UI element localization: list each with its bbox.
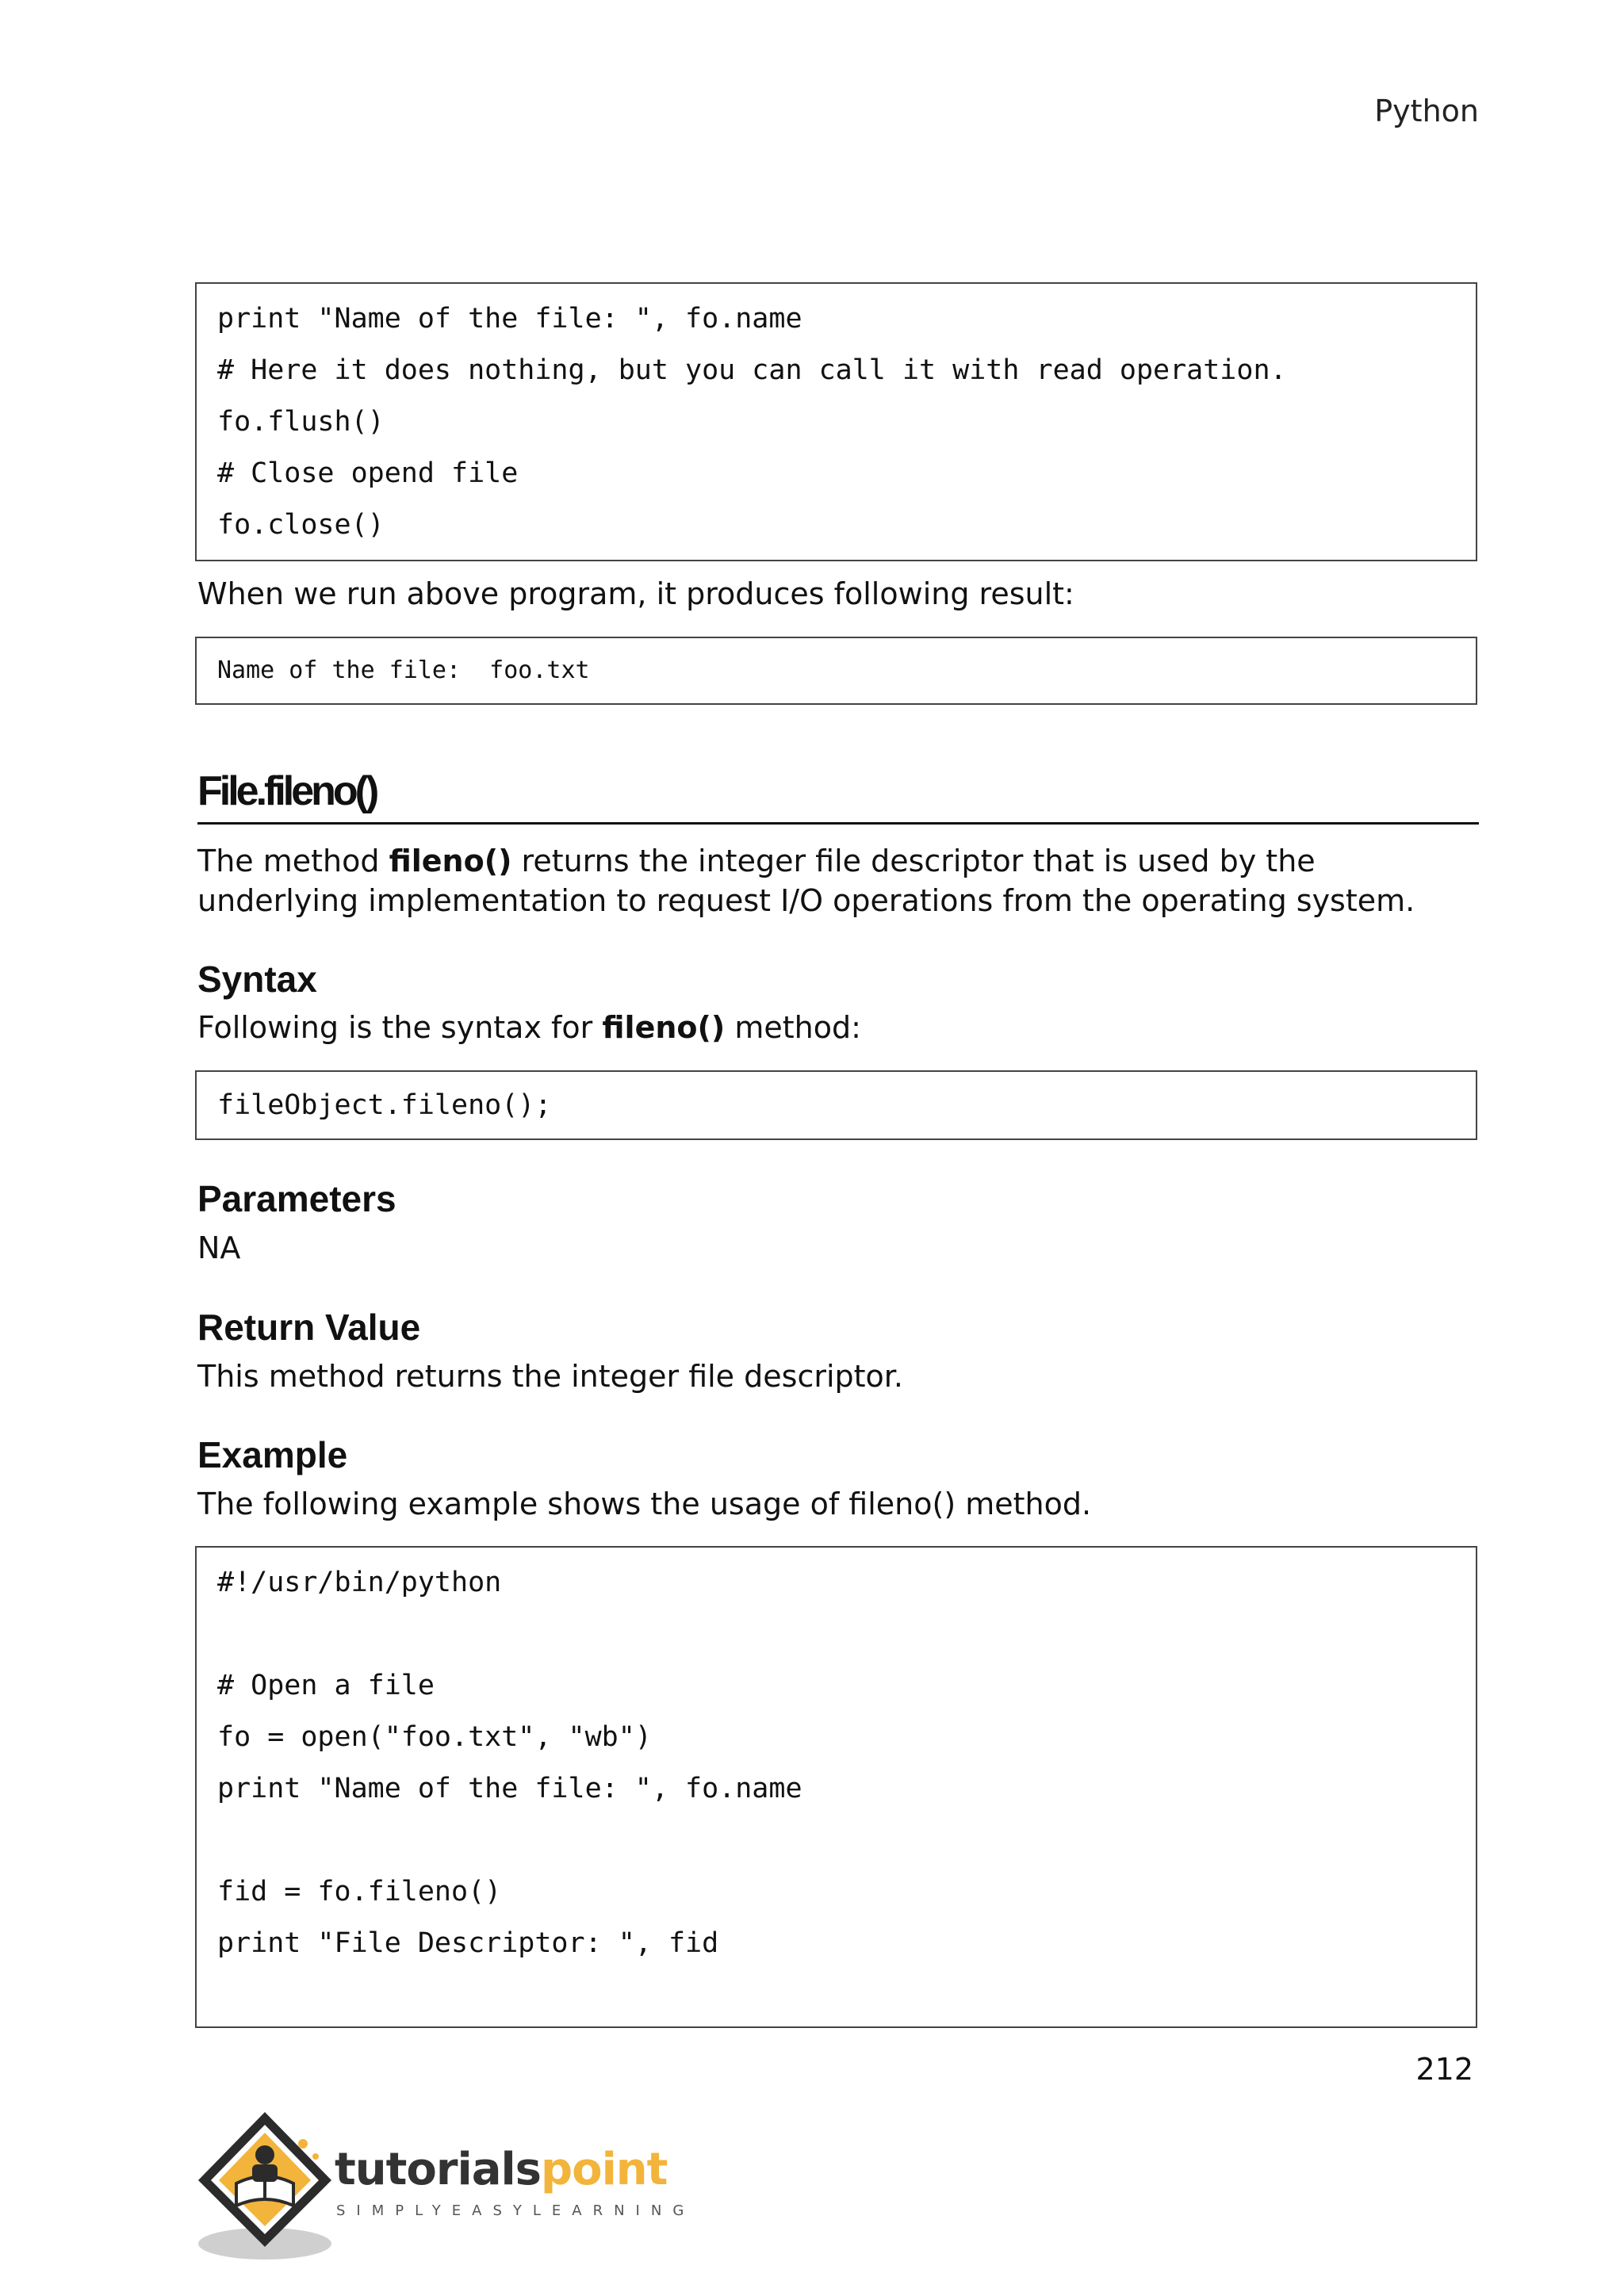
syntax-code-block [195,1070,1477,1140]
output-line: Name of the file: foo.txt [217,656,590,684]
result-intro: When we run above program, it produces following result: [197,576,1074,611]
syntax-text-after: method: [725,1010,861,1045]
section-description [197,841,1482,920]
return-value-text: This method returns the integer file descriptor. [197,1359,903,1394]
page-number: 212 [1415,2052,1473,2087]
code-line: # Here it does nothing, but you can call it with read operation. [217,354,1287,386]
code-line [197,1969,1476,2021]
code-line: print "File Descriptor: ", fid [217,1927,719,1959]
parameters-text: NA [197,1230,241,1265]
syntax-heading: Syntax [197,959,317,1000]
code-line: print "Name of the file: ", fo.name [217,303,802,335]
description-text: returns the integer file descriptor that is used by the underlying implementation to request I/O operations from the operating system. [197,844,1415,918]
parameters-heading: Parameters [197,1178,396,1219]
syntax-text [197,1008,1482,1047]
code-line: # Open a file [217,1670,435,1701]
example-code-block [195,1546,1477,2028]
logo-tagline: SIMPLYEASYLEARNING [336,2202,695,2219]
code-block [195,282,1477,561]
logo-word-tutorials: tutorials [335,2144,542,2195]
syntax-text-before: Following is the syntax for [197,1010,603,1045]
code-line: fo.close() [217,509,385,541]
section-title: File.fileno() [197,767,1479,825]
code-line: print "Name of the file: ", fo.name [217,1773,802,1804]
tutorialspoint-logo [195,2107,695,2266]
code-line: # Close opend file [217,457,519,489]
return-value-heading: Return Value [197,1307,421,1348]
code-line: fileObject.fileno(); [217,1089,552,1121]
example-heading: Example [197,1434,348,1475]
output-block [195,637,1477,705]
code-line [197,1815,1476,1866]
header-label: Python [1374,94,1479,128]
code-line: fid = fo.fileno() [217,1876,502,1908]
method-name: fileno() [389,844,512,878]
example-text: The following example shows the usage of fileno() method. [197,1487,1092,1521]
code-line: fo.flush() [217,406,385,438]
logo-word-point: point [541,2144,668,2195]
code-line [197,1609,1476,1660]
method-name: fileno() [602,1010,726,1045]
logo-emblem-icon [195,2107,346,2266]
description-text: The method [197,844,389,878]
code-line: #!/usr/bin/python [217,1567,502,1598]
logo-wordmark [335,2144,667,2195]
code-line: fo = open("foo.txt", "wb") [217,1721,652,1753]
